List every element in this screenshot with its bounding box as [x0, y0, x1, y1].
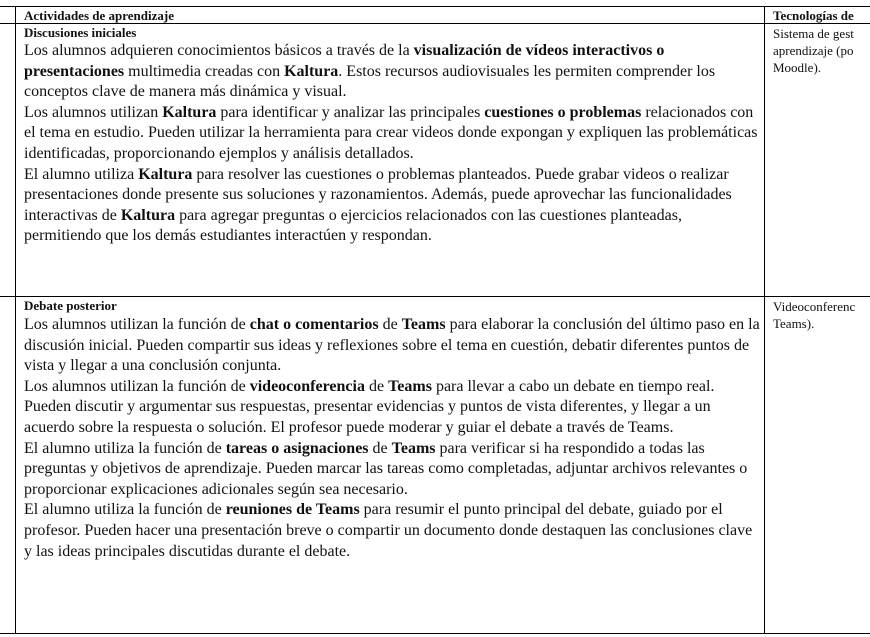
bold-term: reuniones de Teams	[225, 501, 360, 519]
text-run: para agregar preguntas o ejercicios relacionados con las cuestiones planteadas, permitiendo que los demás estudiantes interactúen y respondan.	[24, 206, 682, 245]
row-body	[24, 41, 760, 295]
left-border	[15, 6, 16, 634]
text-run: de	[364, 377, 389, 395]
paragraph	[24, 500, 760, 562]
bold-term: Kaltura	[120, 206, 176, 224]
paragraph	[24, 103, 760, 165]
bold-term: Teams	[401, 316, 446, 333]
text-run: de	[368, 439, 392, 457]
text-run: para resumir el punto principal del debate, guiado por el profesor. Pueden hacer una presentación breve o compartir un documento donde destaquen las conclusiones clave y las ideas principales discutidas durante el debate.	[24, 501, 753, 560]
header-technologies: Tecnologías de	[773, 8, 854, 23]
paragraph	[24, 439, 760, 501]
text-run: Los alumnos adquieren conocimientos básicos a través de la	[24, 42, 414, 59]
text-run: para verificar si ha respondido a todas las preguntas y objetivos de aprendizaje. Pueden marcar las tareas como completadas, adjuntar archivos relevantes o proporcionar explicaciones adicionales según sea necesario.	[24, 439, 748, 498]
table-top-border	[0, 6, 870, 7]
bold-term: tareas o asignaciones	[225, 439, 369, 457]
text-run: para llevar a cabo un debate en tiempo real. Pueden discutir y argumentar sus respuestas, presentar evidencias y puntos de vista diferentes, y llegar a un acuerdo sobre la respuesta o solución. El profesor puede moderar y guiar el debate a través de Teams.	[24, 377, 715, 436]
text-run: para identificar y analizar las principales	[216, 103, 485, 121]
text-run: Los alumnos utilizan la función de	[24, 316, 250, 333]
text-run: Los alumnos utilizan	[24, 103, 163, 121]
text-run: . Estos recursos audiovisuales les permiten comprender los conceptos clave de manera más dinámica y visual.	[24, 62, 716, 101]
header-bottom-border	[0, 23, 870, 24]
text-run: para elaborar la conclusión del último paso en la discusión inicial. Pueden compartir sus ideas y reflexiones sobre el tema en cuestión, debatir diferentes puntos de vista y llegar a una conclusión conjunta.	[24, 316, 760, 375]
row-technology: Videoconferenc Teams).	[773, 299, 856, 331]
text-run: Los alumnos utilizan la función de	[24, 377, 250, 395]
paragraph	[24, 315, 760, 377]
text-run: El alumno utiliza	[24, 165, 139, 183]
bold-term: Teams	[388, 377, 432, 395]
bold-term: visualización de vídeos interactivos o presentaciones	[24, 42, 665, 80]
column-divider	[764, 6, 765, 634]
bold-term: Teams	[391, 439, 436, 457]
bold-term: Kaltura	[284, 62, 339, 80]
paragraph	[24, 41, 760, 103]
text-run: relacionados con el tema en estudio. Pueden utilizar la herramienta para crear videos donde expongan y expliquen las problemáticas identificadas, proporcionando ejemplos y análisis detallados.	[24, 103, 758, 162]
text-run: para resolver las cuestiones o problemas planteados. Puede grabar videos o realizar presentaciones donde presente sus soluciones y razonamientos. Además, puede aprovechar las funcionalidades interactivas de	[24, 165, 732, 224]
paragraph	[24, 377, 760, 439]
table-bottom-border	[0, 633, 870, 634]
row-body	[24, 315, 760, 615]
header-activities: Actividades de aprendizaje	[24, 8, 174, 23]
paragraph	[24, 165, 760, 247]
text-run: El alumno utiliza la función de	[24, 439, 226, 457]
text-run: El alumno utiliza la función de	[24, 501, 226, 519]
bold-term: Kaltura	[138, 165, 193, 183]
bold-term: cuestiones o problemas	[484, 103, 642, 121]
text-run: de	[378, 316, 402, 333]
row-divider	[0, 296, 870, 297]
bold-term: chat o comentarios	[249, 316, 379, 333]
text-run: multimedia creadas con	[124, 62, 285, 80]
bold-term: Kaltura	[162, 103, 217, 121]
bold-term: videoconferencia	[249, 377, 365, 395]
row-technology: Sistema de gest aprendizaje (po Moodle).	[773, 26, 854, 75]
row-title: Debate posterior	[24, 298, 117, 313]
row-title: Discusiones iniciales	[24, 25, 137, 40]
